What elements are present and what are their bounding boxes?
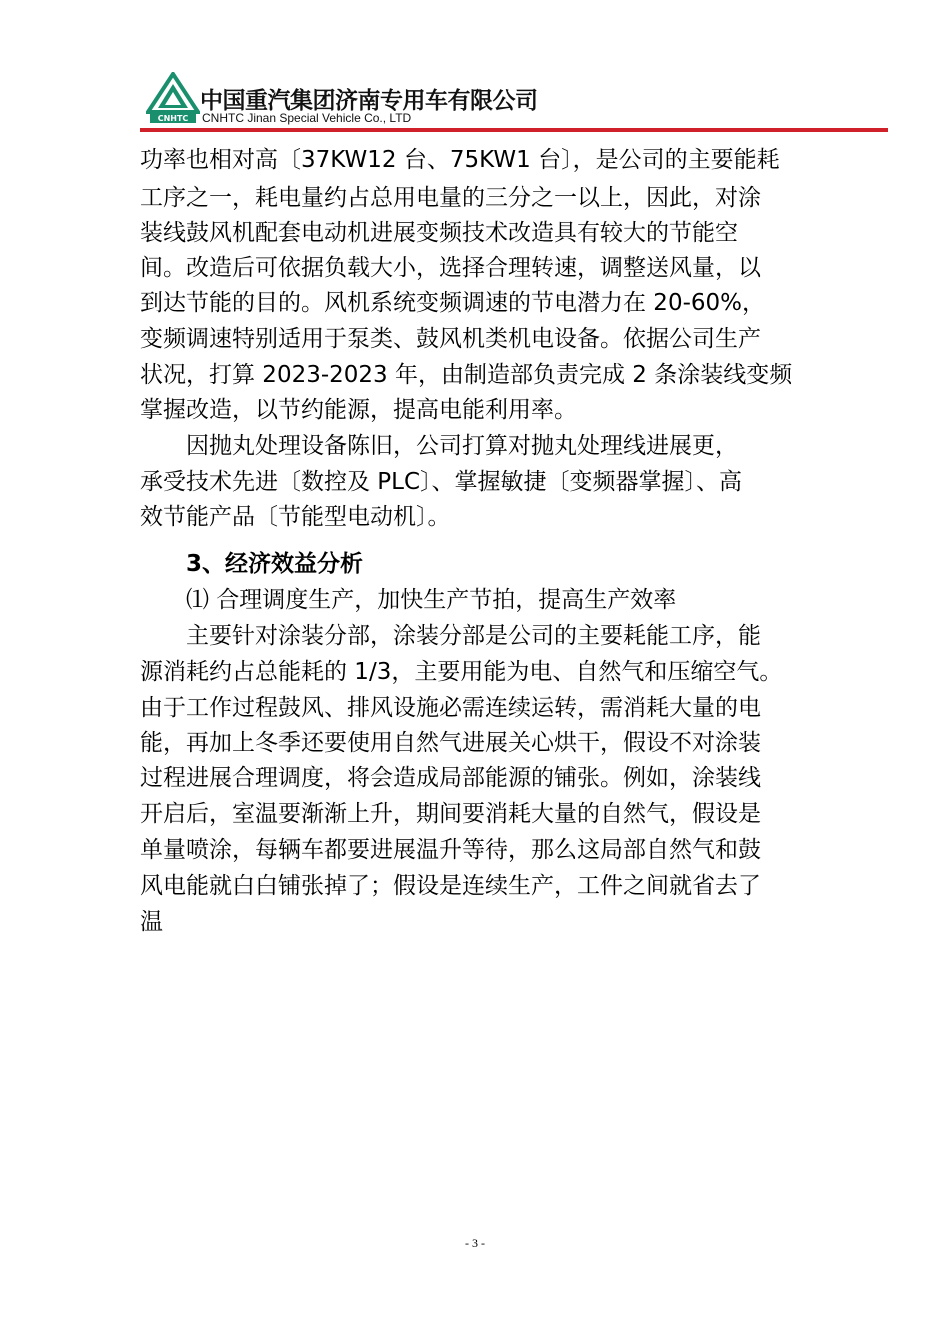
- body-line: 装线鼓风机配套电动机进展变频技术改造具有较大的节能空: [140, 220, 738, 246]
- body-line: 源消耗约占总能耗的 1/3，主要用能为电、自然气和压缩空气。: [140, 659, 783, 685]
- body-line: 单量喷涂，每辆车都要进展温升等待，那么这局部自然气和鼓: [140, 837, 761, 863]
- body-line: 掌握改造，以节约能源，提高电能利用率。: [140, 397, 577, 423]
- body-line: ⑴ 合理调度生产，加快生产节拍，提高生产效率: [140, 587, 677, 613]
- body-line: 功率也相对高〔37KW12 台、75KW1 台〕，是公司的主要能耗: [140, 147, 780, 173]
- body-line: 开启后，室温要渐渐上升，期间要消耗大量的自然气，假设是: [140, 801, 761, 827]
- body-line: 工序之一，耗电量约占总用电量的三分之一以上，因此，对涂: [140, 185, 761, 211]
- header-divider: [140, 128, 888, 132]
- cnhtc-logo-icon: [146, 72, 200, 126]
- section-heading: 3、经济效益分析: [140, 551, 364, 577]
- body-line: 承受技术先进〔数控及 PLC〕、掌握敏捷〔变频器掌握〕、高: [140, 469, 743, 495]
- page-number: - 3 -: [465, 1236, 485, 1250]
- page-header: [140, 68, 890, 134]
- body-line: 状况，打算 2023-2023 年，由制造部负责完成 2 条涂装线变频: [140, 362, 793, 388]
- body-line: 间。改造后可依据负载大小，选择合理转速，调整送风量，以: [140, 255, 761, 281]
- body-line: 主要针对涂装分部，涂装分部是公司的主要耗能工序，能: [140, 623, 761, 649]
- body-line: 能，再加上冬季还要使用自然气进展关心烘干，假设不对涂装: [140, 730, 761, 756]
- body-line: 到达节能的目的。风机系统变频调速的节电潜力在 20-60%，: [140, 290, 765, 316]
- body-line: 变频调速特别适用于泵类、鼓风机类机电设备。依据公司生产: [140, 326, 761, 352]
- logo-text: CNHTC: [157, 114, 189, 123]
- company-name-chinese: 中国重汽集团济南专用车有限公司: [200, 88, 538, 114]
- body-line: 风电能就白白铺张掉了；假设是连续生产，工件之间就省去了: [140, 873, 761, 899]
- body-line: 由于工作过程鼓风、排风设施必需连续运转，需消耗大量的电: [140, 695, 761, 721]
- body-line: 因抛丸处理设备陈旧，公司打算对抛丸处理线进展更，: [140, 433, 738, 459]
- body-line: 过程进展合理调度，将会造成局部能源的铺张。例如，涂装线: [140, 765, 761, 791]
- company-name-english: CNHTC Jinan Special Vehicle Co., LTD: [202, 111, 412, 125]
- body-line: 温: [140, 909, 163, 935]
- body-line: 效节能产品〔节能型电动机〕。: [140, 504, 451, 530]
